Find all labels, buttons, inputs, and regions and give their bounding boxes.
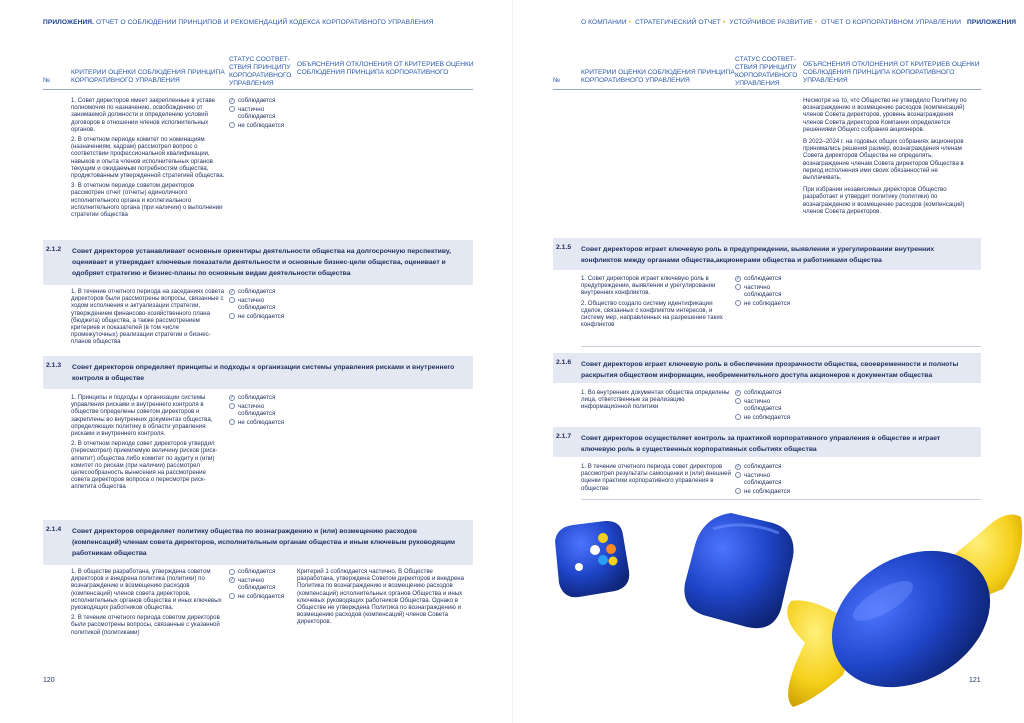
- separator-dot-icon: •: [814, 19, 818, 26]
- unchecked-icon: [735, 488, 741, 494]
- checked-icon: ✓: [736, 463, 741, 470]
- section-title: Совет директоров осуществляет контроль за практикой корпоративного управления в обществе и играет ключевую роль в существенных корпоративных событиях общества: [581, 435, 941, 453]
- section-number: 2.1.6: [556, 359, 572, 366]
- checked-icon: ✓: [230, 577, 235, 583]
- section-2-1-3: [43, 356, 473, 389]
- criteria-item: 1. Совет директоров играет ключевую роль в предупреждении, выявлении и урегулировании внутренних конфликтов.: [581, 275, 716, 297]
- col-status-header: СТАТУС СООТВЕТ-СТВИЯ ПРИНЦИПУ КОРПОРАТИВНОГО УПРАВЛЕНИЯ: [229, 56, 292, 87]
- decorative-toys-illustration: [543, 505, 1024, 723]
- criteria-item: 1. Совет директоров имеет закрепленные в уставе полномочия по назначению, освобождению от занимаемой должности и определению условий договоров в отношении членов исполнительных органов.: [71, 97, 216, 133]
- col-criteria-header: КРИТЕРИИ ОЦЕНКИ СОБЛЮДЕНИЯ ПРИНЦИПА КОРПОРАТИВНОГО УПРАВЛЕНИЯ: [581, 69, 735, 84]
- s215-criteria: [581, 275, 733, 331]
- status-option-noncompliant: не соблюдается: [735, 300, 799, 308]
- section-title: Совет директоров играет ключевую роль в предупреждении, выявлении и урегулировании внутренних конфликтов между органами общества,акционерами общества и работниками общества: [581, 246, 935, 264]
- col-explanation-header: ОБЪЯСНЕНИЯ ОТКЛОНЕНИЯ ОТ КРИТЕРИЕВ ОЦЕНКИ СОБЛЮДЕНИЯ ПРИНЦИПА КОРПОРАТИВНОГО: [297, 61, 474, 76]
- section-number: 2.1.5: [556, 244, 572, 251]
- status-option-noncompliant: не соблюдается: [229, 122, 293, 130]
- row-divider: [581, 346, 981, 347]
- section-title: Совет директоров определяет политику общества по вознаграждению и (или) возмещению расходов (компенсаций) членам совета директоров, исполнительным органам общества и иным ключевым руководящим работникам общества: [72, 528, 456, 557]
- unchecked-icon: [229, 297, 235, 303]
- unchecked-icon: [735, 398, 741, 404]
- section-2-1-6: [553, 353, 981, 383]
- s213-criteria: [71, 394, 226, 494]
- s213-status: [229, 394, 293, 427]
- status-option-noncompliant: не соблюдается: [735, 414, 799, 422]
- s217-status: [735, 463, 799, 496]
- right-page: [512, 0, 1024, 723]
- s214-status: [229, 568, 293, 601]
- row0-criteria: [71, 97, 226, 221]
- col-num-header: №: [43, 77, 51, 84]
- unchecked-icon: [229, 569, 235, 575]
- criteria-item: 2. В течение отчетного периода советом директоров были рассмотрены вопросы, связанные с указанной политикой (политиками): [71, 614, 220, 636]
- criteria-item: 2. В отчетном периоде комитет по номинациям (назначениям, кадрам) рассмотрел вопрос о соответствии профессиональной квалификации, навыков и опыта членов исполнительных органов текущим и ожидаемым потребностям общества, продиктованным утвержденной стратегией общества.: [71, 136, 225, 180]
- s216-status: [735, 389, 799, 422]
- section-2-1-5: [553, 238, 981, 270]
- status-option-compliant: ✓ соблюдается: [736, 389, 782, 396]
- section-2-1-2: [43, 240, 473, 285]
- criteria-item: 1. Во внутренних документах общества определены лица, ответственные за реализацию информационной политики: [581, 389, 730, 411]
- criteria-item: 3. В отчетном периоде советом директоров рассмотрен отчет (отчеты) единоличного исполнительного органа и коллегиального исполнительного органа (при наличии) о выполнении стратегии общества: [71, 182, 223, 219]
- criteria-item: 2. В отчетном периоде совет директоров утвердил (пересмотрел) приемлемую величину рисков (риск-аппетит) общества либо комитет по аудиту и (или) комитет по рискам (при наличии) рассмотрел целесообразность вынесения на рассмотрение совета директоров вопроса о пересмотре риск-аппетита общества: [71, 440, 218, 491]
- status-option-partial: частично соблюдается: [735, 472, 799, 487]
- status-option-compliant: ✓ соблюдается: [230, 97, 276, 104]
- unchecked-icon: [229, 419, 235, 425]
- checked-icon: ✓: [230, 288, 235, 295]
- s217-criteria: [581, 463, 733, 495]
- nav-item-governance[interactable]: ОТЧЕТ О КОРПОРАТИВНОМ УПРАВЛЕНИИ: [821, 19, 962, 26]
- separator-dot-icon: •: [722, 19, 726, 26]
- nav-item-about[interactable]: О КОМПАНИИ: [581, 19, 627, 26]
- s214-explanation: Критерий 1 соблюдается частично. В Обществе разработана, утверждена Советом директоров и внедрена Политика по вознаграждению и возмещению расходов (компенсаций) исполнительных органов Общества и иных ключевых руководящих работников Общества. Однако в Обществе не утверждена Политика по вознаграждению и возмещению расходов (компенсаций) членов Совета директоров.: [297, 568, 465, 626]
- unchecked-icon: [229, 403, 235, 409]
- separator-dot-icon: •: [628, 19, 632, 26]
- nav-item-sustainability[interactable]: УСТОЙЧИВОЕ РАЗВИТИЕ: [729, 19, 813, 26]
- section-title: Совет директоров устанавливает основные ориентиры деятельности общества на долгосрочную перспективу, оценивает и утверждает ключевые показатели деятельности и основные бизнес-цели общества, оценивает и одобряет стратегию и бизнес-планы по основным видам деятельности общества: [72, 248, 452, 277]
- status-option-partial: частично соблюдается: [229, 106, 293, 121]
- continued-explanation: [803, 97, 975, 220]
- s212-status: [229, 288, 293, 321]
- candy-icon: [787, 515, 1022, 715]
- status-option-noncompliant: не соблюдается: [229, 419, 293, 427]
- unchecked-icon: [735, 472, 741, 478]
- criteria-item: 1. В течение отчетного периода совет директоров рассмотрел результаты самооценки и (или) внешней оценки практики корпоративного управления в обществе: [581, 463, 731, 492]
- unchecked-icon: [735, 300, 741, 306]
- checked-icon: ✓: [736, 389, 741, 396]
- s216-criteria: [581, 389, 733, 414]
- status-option-noncompliant: не соблюдается: [735, 488, 799, 496]
- section-number: 2.1.2: [46, 246, 62, 253]
- section-number: 2.1.3: [46, 362, 62, 369]
- left-header: [43, 19, 434, 26]
- criteria-item: 1. Принципы и подходы к организации системы управления рисками и внутреннего контроля в обществе определены советом директоров и закреплены во внутренних документах общества, определяющих политику в области управления рисками и внутреннего контроля.: [71, 394, 213, 438]
- col-explanation-header: ОБЪЯСНЕНИЯ ОТКЛОНЕНИЯ ОТ КРИТЕРИЕВ ОЦЕНКИ СОБЛЮДЕНИЯ ПРИНЦИПА КОРПОРАТИВНОГО УПРАВЛЕНИЯ: [803, 61, 980, 84]
- header-rule: [553, 89, 981, 90]
- section-number: 2.1.7: [556, 433, 572, 440]
- header-rule: [43, 89, 473, 90]
- blue-cube-icon: [684, 513, 793, 628]
- s212-criteria: [71, 288, 226, 349]
- explanation-paragraph: Несмотря на то, что Общество не утвердило Политику по вознаграждению и возмещению расходов (компенсаций) членов Совета директоров, уровень вознаграждения членов Совета директоров Компании определяется решениями Общего собрания акционеров.: [803, 97, 967, 133]
- criteria-item: 1. В течение отчетного периода на заседаниях совета директоров были рассмотрены вопросы, связанные с ходом исполнения и актуализации стратегии, утверждением финансово-хозяйственного плана (бюджета) общества, а также рассмотрением критериев и показателей (в том числе промежуточных) реализации стратегии и бизнес-планов общества: [71, 288, 225, 346]
- status-option-partial: частично соблюдается: [735, 284, 799, 299]
- s215-status: [735, 275, 799, 308]
- page-number-right: 121: [969, 677, 981, 684]
- col-num-header: №: [553, 77, 561, 84]
- status-option-compliant: ✓ соблюдается: [736, 275, 782, 282]
- nav-item-current[interactable]: ПРИЛОЖЕНИЯ: [966, 19, 1017, 26]
- status-option-compliant: ✓ соблюдается: [230, 288, 276, 295]
- criteria-item: 1. В обществе разработана, утверждена советом директоров и внедрена политика (политики) по вознаграждению и возмещению расходов (компенсаций) членов совета директоров, исполнительных органов общества и иных ключевых руководящих работников общества.: [71, 568, 222, 612]
- dice-cube-icon: [555, 521, 629, 597]
- checked-icon: ✓: [230, 97, 235, 104]
- col-status-header: СТАТУС СООТВЕТ-СТВИЯ ПРИНЦИПУ КОРПОРАТИВНОГО УПРАВЛЕНИЯ: [735, 56, 798, 87]
- section-2-1-7: [553, 427, 981, 457]
- status-option-compliant: ✓ соблюдается: [230, 394, 276, 401]
- page-number-left: 120: [43, 677, 55, 684]
- criteria-item: 2. Общество создало систему идентификации сделок, связанных с конфликтом интересов, и систему мер, направленных на разрешение таких конфликтов: [581, 299, 723, 329]
- status-option-partial: частично соблюдается: [229, 297, 293, 312]
- section-2-1-4: [43, 520, 473, 565]
- unchecked-icon: [735, 284, 741, 290]
- s214-criteria: [71, 568, 226, 639]
- status-option-noncompliant: не соблюдается: [229, 593, 293, 601]
- left-header-section: ПРИЛОЖЕНИЯ.: [43, 19, 95, 26]
- col-criteria-header: КРИТЕРИИ ОЦЕНКИ СОБЛЮДЕНИЯ ПРИНЦИПА КОРПОРАТИВНОГО УПРАВЛЕНИЯ: [71, 69, 225, 84]
- right-header-nav: [581, 19, 1016, 26]
- section-title: Совет директоров определяет принципы и подходы к организации системы управления рисками и внутреннего контроля в обществе: [72, 364, 455, 382]
- unchecked-icon: [229, 122, 235, 128]
- nav-item-strategic[interactable]: СТРАТЕГИЧЕСКИЙ ОТЧЕТ: [635, 19, 721, 26]
- left-header-title: ОТЧЕТ О СОБЛЮДЕНИИ ПРИНЦИПОВ И РЕКОМЕНДАЦИЙ КОДЕКСА КОРПОРАТИВНОГО УПРАВЛЕНИЯ: [96, 19, 434, 26]
- section-number: 2.1.4: [46, 526, 62, 533]
- checked-icon: ✓: [230, 394, 235, 401]
- unchecked-icon: [735, 414, 741, 420]
- status-option-noncompliant: не соблюдается: [229, 313, 293, 321]
- status-option-partial: частично соблюдается: [229, 403, 293, 418]
- status-option-compliant: соблюдается: [229, 568, 293, 576]
- explanation-paragraph: При избрании независимых директоров Общество разработает и утвердит политику (политики) по вознаграждению и возмещению расходов (компенсаций) членов Совета директоров.: [803, 186, 965, 215]
- status-option-partial: ✓ частично соблюдается: [230, 576, 276, 591]
- unchecked-icon: [229, 313, 235, 319]
- explanation-paragraph: В 2022–2024 г. на годовых общих собраниях акционеров принимались решения размер, вознаграждения членам Совета директоров Общества не определять, вознаграждение членам Совета директоров Общества в период исполнения ими своих обязанностей не выплачивать.: [803, 138, 964, 182]
- row0-status: [229, 97, 293, 130]
- unchecked-icon: [229, 593, 235, 599]
- status-option-compliant: ✓ соблюдается: [736, 463, 782, 470]
- unchecked-icon: [229, 106, 235, 112]
- status-option-partial: частично соблюдается: [735, 398, 799, 413]
- row-divider: [581, 499, 981, 500]
- section-title: Совет директоров играет ключевую роль в обеспечении прозрачности общества, своевременности и полноты раскрытия обществом информации, необременительного доступа акционеров к документам общества: [581, 361, 959, 379]
- checked-icon: ✓: [736, 275, 741, 282]
